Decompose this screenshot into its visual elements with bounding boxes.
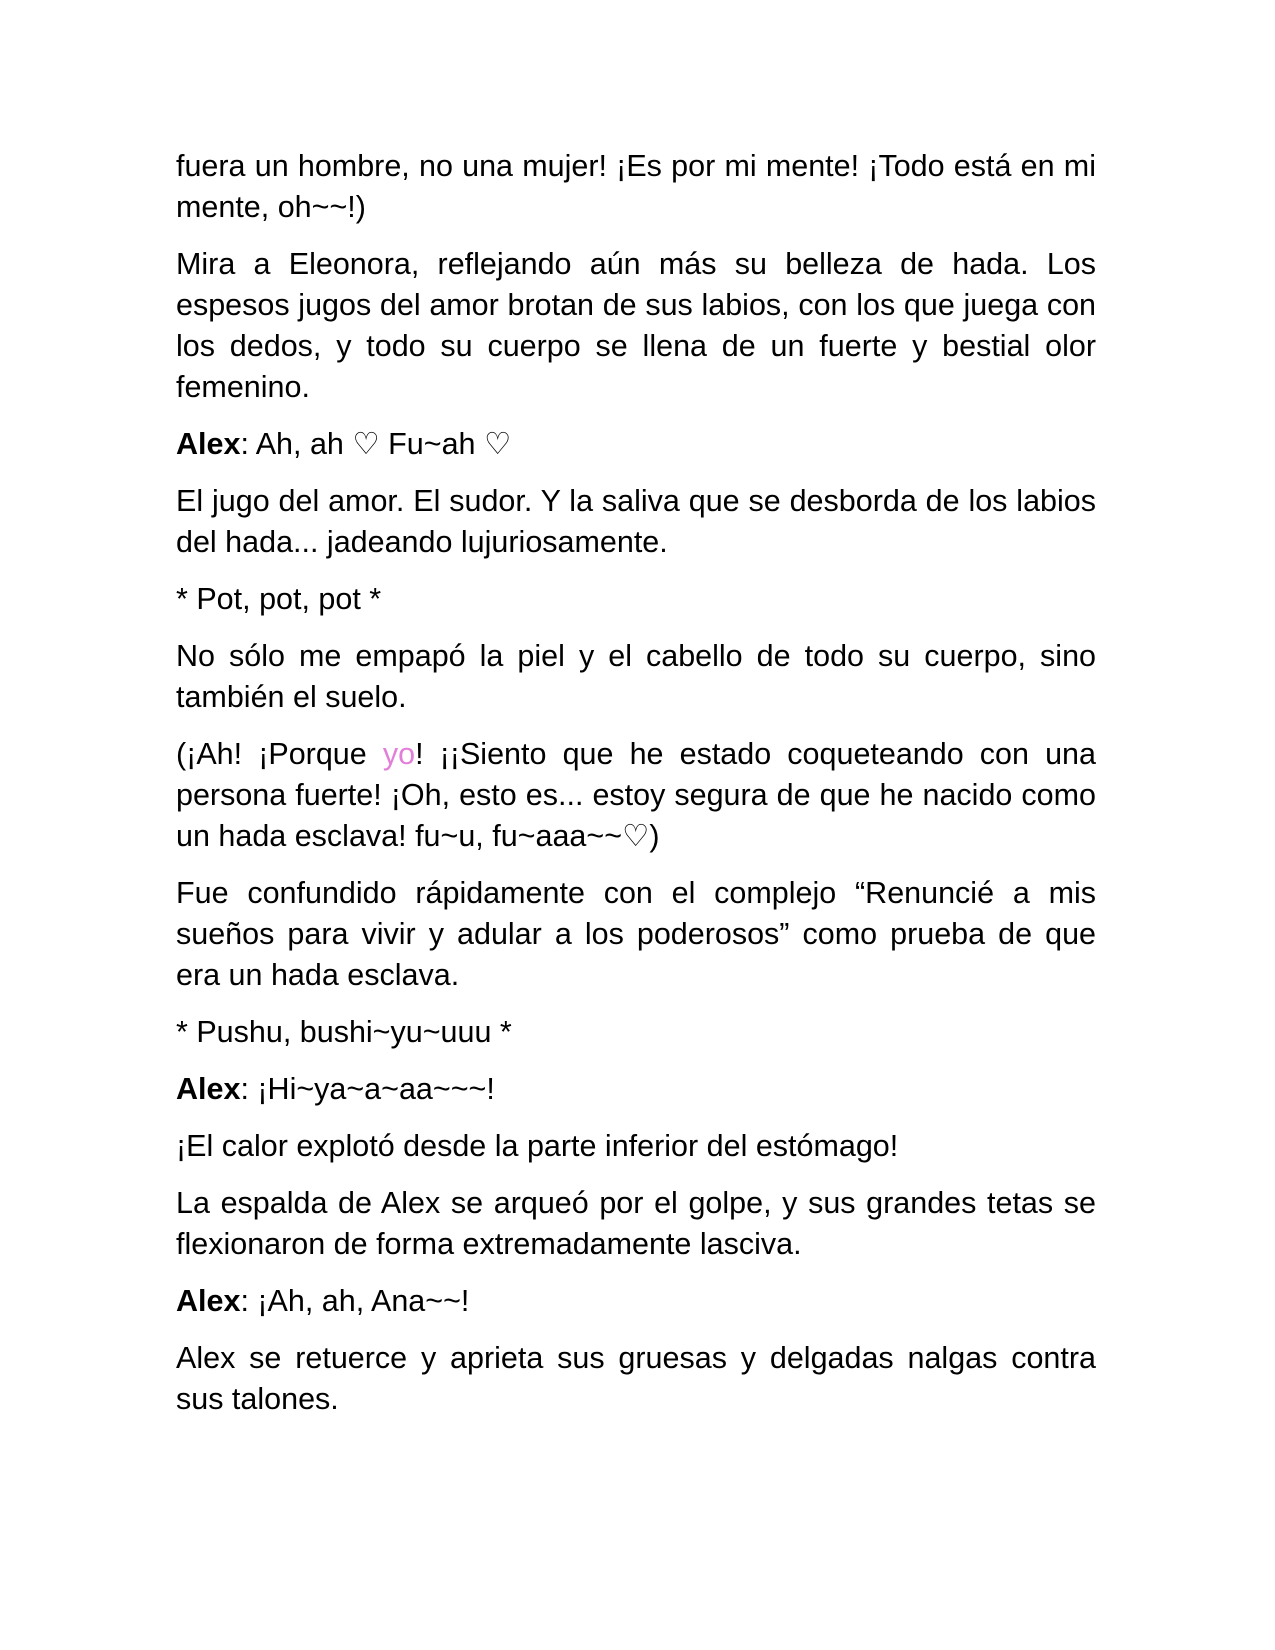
inner-thought: [176, 734, 1096, 857]
paragraph: ¡El calor explotó desde la parte inferior del estómago!: [176, 1129, 899, 1163]
dialogue-text: : Ah, ah ♡ Fu~ah ♡: [240, 427, 512, 461]
dialogue-text: : ¡Ah, ah, Ana~~!: [240, 1284, 470, 1318]
dialogue-line: [176, 1281, 1096, 1322]
sound-effect: * Pot, pot, pot *: [176, 582, 382, 616]
dialogue-line: [176, 1069, 1096, 1110]
paragraph: Fue confundido rápidamente con el complejo “Renuncié a mis sueños para vivir y adular a los poderosos” como prueba de que era un hada esclava.: [176, 876, 1096, 992]
sound-effect: * Pushu, bushi~yu~uuu *: [176, 1015, 512, 1049]
highlighted-word: yo: [382, 737, 416, 771]
speaker-name: Alex: [176, 1072, 241, 1106]
dialogue-text: : ¡Hi~ya~a~aa~~~!: [240, 1072, 495, 1106]
paragraph: fuera un hombre, no una mujer! ¡Es por mi mente! ¡Todo está en mi mente, oh~~!): [176, 149, 1096, 224]
dialogue-line: [176, 424, 1096, 465]
speaker-name: Alex: [176, 1284, 241, 1318]
speaker-name: Alex: [176, 427, 241, 461]
paragraph: Mira a Eleonora, reflejando aún más su belleza de hada. Los espesos jugos del amor brotan de sus labios, con los que juega con los dedos, y todo su cuerpo se llena de un fuerte y bestial olor femenino.: [176, 247, 1096, 404]
paragraph: La espalda de Alex se arqueó por el golpe, y sus grandes tetas se flexionaron de forma extremadamente lasciva.: [176, 1186, 1096, 1261]
paragraph: Alex se retuerce y aprieta sus gruesas y delgadas nalgas contra sus talones.: [176, 1341, 1096, 1416]
thought-text-after: ! ¡¡Siento que he estado coqueteando con una persona fuerte! ¡Oh, esto es... estoy segura de que he nacido como un hada esclava! fu~u, fu~aaa~~♡): [176, 737, 1096, 853]
paragraph: El jugo del amor. El sudor. Y la saliva que se desborda de los labios del hada... jadeando lujuriosamente.: [176, 484, 1096, 559]
paragraph: No sólo me empapó la piel y el cabello de todo su cuerpo, sino también el suelo.: [176, 639, 1096, 714]
document-page: [176, 146, 1096, 1436]
thought-text-before: (¡Ah! ¡Porque: [176, 737, 383, 771]
